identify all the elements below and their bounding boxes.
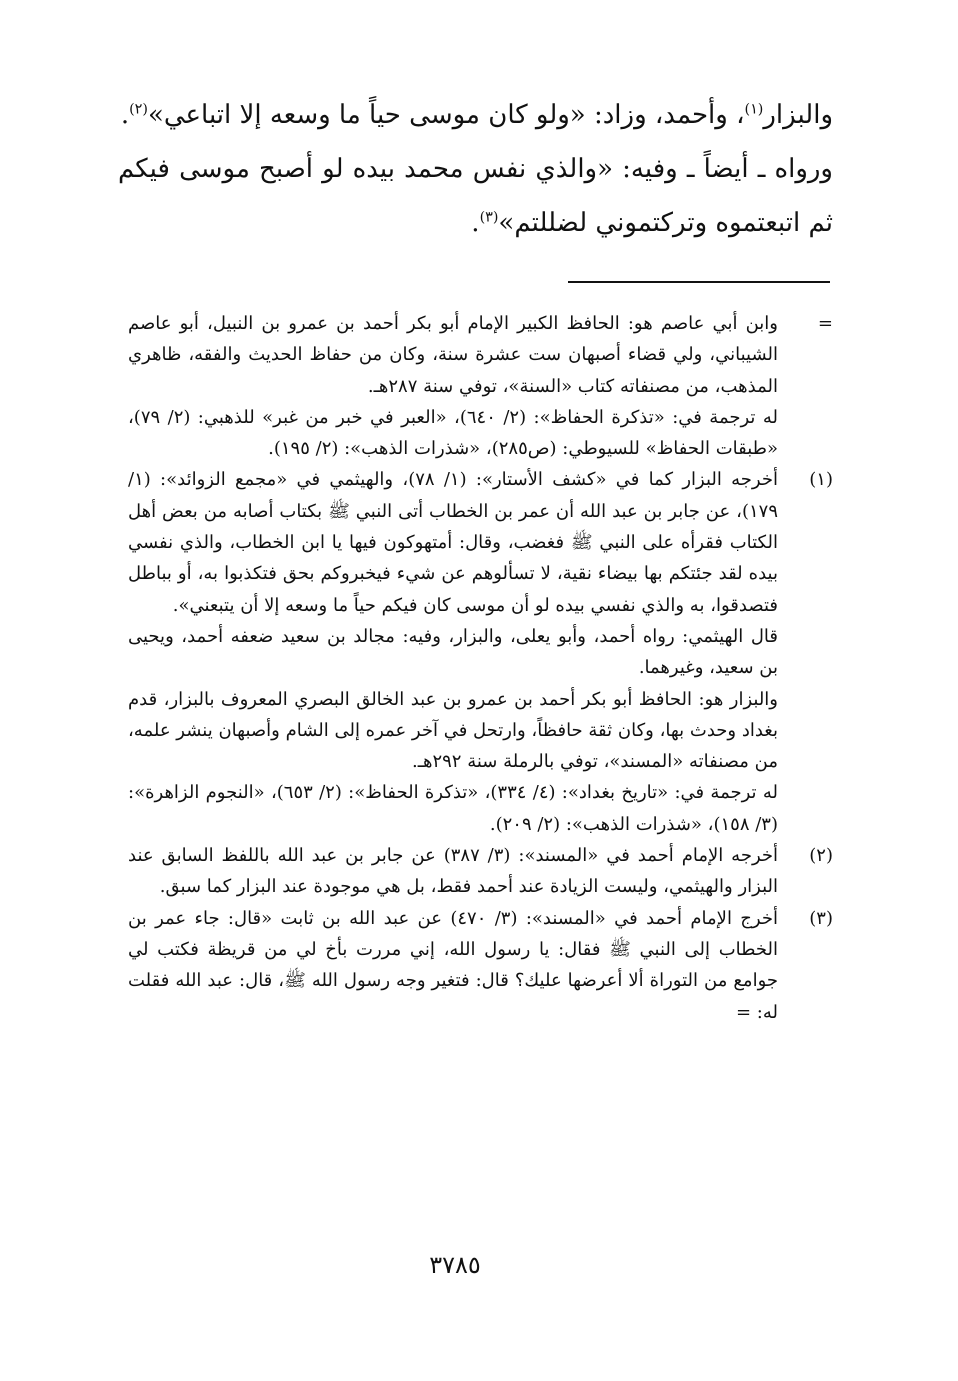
footnote-paragraph: وابن أبي عاصم هو: الحافظ الكبير الإمام أبو بكر أحمد بن عمرو بن النبيل، أبو عاصم الشيباني، ولي قضاء أصبهان ست عشرة سنة، وكان من حفاظ الحديث والفقه، ظاهري المذهب، من مصنفاته كتاب «السنة»، توفي سنة ٢٨٧هـ. bbox=[128, 313, 778, 397]
footnotes bbox=[128, 308, 833, 1028]
footnote-paragraph: قال الهيثمي: رواه أحمد، وأبو يعلى، والبزار، وفيه: مجالد بن سعيد ضعفه أحمد، ويحيى بن سعيد، وغيرهما. bbox=[128, 625, 778, 679]
footnote-1 bbox=[128, 464, 833, 840]
footnote-continued bbox=[128, 308, 833, 464]
footnote-ref-2: (٢) bbox=[129, 101, 148, 118]
main-text-segment: ورواه ـ أيضاً ـ وفيه: «والذي نفس محمد بيده لو أصبح موسى فيكم ثم اتبعتموه وتركتموني لضللتم» bbox=[118, 154, 833, 238]
main-text-segment: . bbox=[120, 100, 130, 130]
footnote-paragraph: والبزار هو: الحافظ أبو بكر أحمد بن عمرو بن عبد الخالق البصري المعروف بالبزار، قدم بغداد وحدث بها، وكان ثقة حافظاً، وارتحل في آخر عمره إلى الشام وأصبهان ينشر علمه، من مصنفاته «المسند»، توفي بالرملة سنة ٢٩٢هـ. bbox=[128, 688, 778, 773]
main-paragraph-2 bbox=[118, 142, 833, 250]
footnote-mark: (١) bbox=[809, 469, 833, 491]
footnote-2 bbox=[128, 840, 833, 903]
footnote-mark: (٣) bbox=[809, 907, 833, 929]
footnote-ref-3: (٣) bbox=[479, 209, 499, 226]
footnote-paragraph: له ترجمة في: «تذكرة الحفاظ»: (٢/ ٦٤٠)، «العبر في خبر من غبر» للذهبي: (٢/ ٧٩)، «طبقات الحفاظ» للسيوطي: (ص٢٨٥)، «شذرات الذهب»: (٢/ ١٩٥). bbox=[128, 406, 778, 460]
main-paragraph-1 bbox=[118, 88, 833, 142]
footnote-ref-1: (١) bbox=[744, 101, 764, 118]
footnote-paragraph: له ترجمة في: «تاريخ بغداد»: (٤/ ٣٣٤)، «تذكرة الحفاظ»: (٢/ ٦٥٣)، «النجوم الزاهرة»: (٣/ ١٥٨)، «شذرات الذهب»: (٢/ ٢٠٩). bbox=[128, 782, 778, 835]
main-text bbox=[118, 88, 833, 250]
footnote-separator bbox=[568, 281, 830, 283]
footnote-mark: = bbox=[817, 313, 833, 334]
footnote-mark: (٢) bbox=[809, 845, 833, 867]
footnote-paragraph: أخرجه البزار كما في «كشف الأستار»: (١/ ٧٨)، والهيثمي في «مجمع الزوائد»: (١/ ١٧٩)، عن جابر بن عبد الله أن عمر بن الخطاب أتى النبي ﷺ بكتاب أصابه من بعض أهل الكتاب فقرأه على النبي ﷺ فغضب، وقال: أمتهوكون فيها يا ابن الخطاب، والذي نفسي بيده لقد جئتكم بها بيضاء نقية، لا تسألوهم عن شيء فيخبروكم بحق فتكذبوا به، أو بباطل فتصدقوا، به والذي نفسي بيده لو أن موسى كان فيكم حياً ما وسعه إلا أن يتبعني». bbox=[128, 469, 778, 616]
main-text-segment: ، وأحمد، وزاد: «ولو كان موسى حياً ما وسعه إلا اتباعي» bbox=[147, 100, 745, 130]
page-number: ٣٧٨٥ bbox=[429, 1251, 481, 1279]
main-text-segment: . bbox=[471, 208, 480, 238]
footnote-paragraph: أخرج الإمام أحمد في «المسند»: (٣/ ٤٧٠) عن عبد الله بن ثابت «قال: جاء عمر بن الخطاب إلى النبي ﷺ فقال: يا رسول الله، إني مررت بأخ لي من قريظة فكتب لي جوامع من التوراة ألا أعرضها عليك؟ قال: فتغير وجه رسول الله ﷺ، قال: عبد الله فقلت له: = bbox=[128, 907, 778, 1023]
footnote-paragraph: أخرجه الإمام أحمد في «المسند»: (٣/ ٣٨٧) عن جابر بن عبد الله باللفظ السابق عند البزار والهيثمي، وليست الزيادة عند أحمد فقط، بل هي موجودة عند البزار كما سبق. bbox=[128, 845, 779, 898]
footnote-3 bbox=[128, 903, 833, 1028]
main-text-segment: والبزار bbox=[763, 100, 833, 130]
